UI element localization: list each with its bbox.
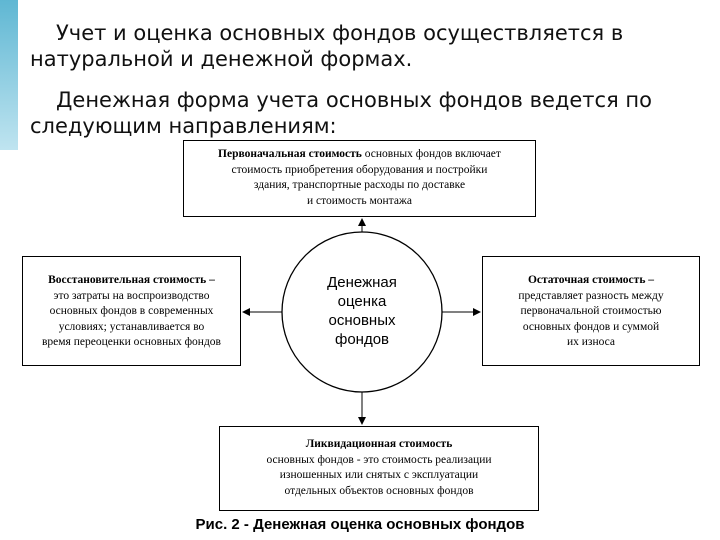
term-liquidation-cost: Ликвидационная стоимость xyxy=(305,438,453,450)
term-residual-cost: Остаточная стоимость – xyxy=(527,274,655,286)
term-initial-cost: Первоначальная стоимость xyxy=(218,148,362,160)
box-residual-cost: Остаточная стоимость – представляет разность между первоначальной стоимостью основных фондов и суммой их износа xyxy=(482,256,700,366)
accent-bar xyxy=(0,0,18,150)
box-replacement-cost: Восстановительная стоимость – это затраты на воспроизводство основных фондов в современных условиях; устанавливается во время переоценки основных фондов xyxy=(22,256,241,366)
term-replacement-cost: Восстановительная стоимость – xyxy=(48,274,215,286)
intro-paragraph-1: Учет и оценка основных фондов осуществляется в натуральной и денежной формах. xyxy=(30,21,624,71)
box-liquidation-cost: Ликвидационная стоимость основных фондов - это стоимость реализации изношенных или снятых с эксплуатации отдельных объектов основных фондов xyxy=(219,426,539,511)
figure-caption: Рис. 2 - Денежная оценка основных фондов xyxy=(195,516,525,533)
box-initial-cost: Первоначальная стоимость основных фондов включает стоимость приобретения оборудования и постройки здания, транспортные расходы по доставке и стоимость монтажа xyxy=(183,140,536,217)
center-label: Денежная оценка основных фондов xyxy=(327,274,397,348)
intro-paragraph-2: Денежная форма учета основных фондов ведется по следующим направлениям: xyxy=(30,88,652,138)
